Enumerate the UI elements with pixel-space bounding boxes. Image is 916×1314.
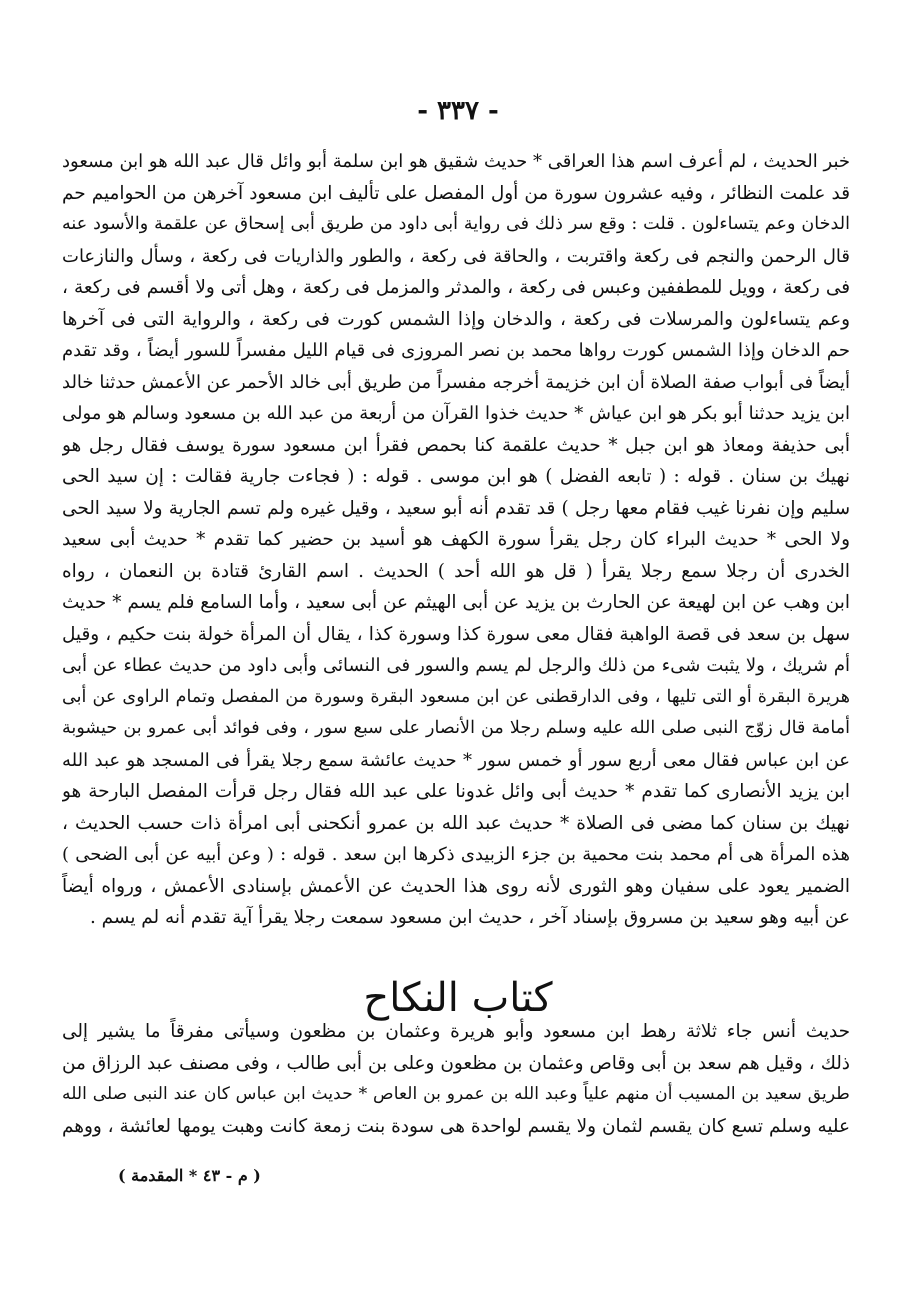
text-line: ابن يزيد الأنصارى كما تقدم * حديث أبى وائل غدونا على عبد الله فقال رجل قرأت المفصل البارحة هو: [62, 781, 850, 802]
text-line: أمامة قال زوّج النبى صلى الله عليه وسلم رجلا من الأنصار على سبع سور ، وفى فوائد أبى عمرو بن حيشوبة: [62, 718, 850, 738]
text-line: سليم وإن نفرنا غيب فقام معها رجل ) قد تقدم أنه أبو سعيد ، وقيل غيره ولم تسم الجارية ولا سيد الحى: [62, 497, 850, 519]
signature-mark: ( م - ٤٣ * المقدمة ): [118, 1166, 261, 1185]
page-number: - ٣٣٧ -: [417, 96, 499, 126]
text-line: الخدرى أن رجلا سمع رجلا يقرأ ( قل هو الله أحد ) الحديث . اسم القارئ قتادة بن النعمان ، رواه: [62, 560, 850, 582]
text-line: قد علمت النظائر ، وفيه عشرون سورة من أول المفصل على تأليف ابن مسعود آخرهن من الحواميم حم: [62, 182, 850, 204]
text-line: عن أبيه وهو سعيد بن مسروق بإسناد آخر ، حديث ابن مسعود سمعت رجلا يقرأ آية تقدم أنه لم يسم .: [89, 907, 850, 928]
text-line: ولا الحى * حديث البراء كان رجل يقرأ سورة الكهف هو أسيد بن حضير كما تقدم * حديث أبى سعيد: [62, 529, 850, 550]
text-line: طريق سعيد بن المسيب أن منهم علياً وعبد الله بن عمرو بن العاص * حديث ابن عباس كان عند النبى صلى الله: [62, 1084, 850, 1104]
text-line: هريرة البقرة أو التى تليها ، وفى الدارقطنى عن ابن مسعود البقرة وسورة من المفصل وتمام الراوى عن أبى: [62, 686, 850, 707]
text-line: حديث أنس جاء ثلاثة رهط ابن مسعود وأبو هريرة وعثمان بن مظعون وسيأتى مفرقاً ما يشير إلى: [62, 1021, 850, 1042]
text-line: فى ركعة ، وويل للمطففين وعبس فى ركعة ، والمدثر والمزمل فى ركعة ، وهل أتى ولا أقسم فى ركعة ،: [62, 277, 850, 298]
text-line: أيضاً فى أبواب صفة الصلاة أن ابن خزيمة أخرجه مفسراً من طريق أبى خالد الأحمر عن الأعمش حدثنا خالد: [62, 371, 850, 393]
chapter-paragraph: [62, 1016, 850, 1142]
text-line: خبر الحديث ، لم أعرف اسم هذا العراقى * حديث شقيق هو ابن سلمة أبو وائل قال عبد الله هو ابن مسعود: [62, 151, 850, 172]
text-line: ابن يزيد حدثنا أبو بكر هو ابن عياش * حديث خذوا القرآن من أربعة من عبد الله بن مسعود وسالم هو مولى: [62, 403, 850, 424]
text-line: قال الرحمن والنجم فى ركعة واقتربت ، والحاقة فى ركعة ، والطور والذاريات فى ركعة ، وسأل والنازعات: [62, 245, 850, 267]
text-line: نهيك بن سنان . قوله : ( تابعه الفضل ) هو ابن موسى . قوله : ( فجاءت جارية فقالت : إن سيد الحى: [62, 466, 850, 487]
text-line: ذلك ، وقيل هم سعد بن أبى وقاص وعثمان بن مظعون وعلى بن أبى طالب ، وفى مصنف عبد الرزاق من: [62, 1052, 850, 1074]
chapter-title: كتاب النكاح: [363, 975, 553, 1021]
text-line: أم شريك ، ولا يثبت شىء من ذلك والرجل لم يسم والسور فى النسائى وأبى داود من حديث عطاء عن أبى: [62, 655, 850, 676]
commentary-paragraph: [62, 146, 850, 934]
text-line: الدخان وعم يتساءلون . قلت : وقع سر ذلك فى رواية أبى داود من طريق أبى إسحاق عن علقمة والأسود عنه: [62, 214, 850, 234]
text-line: أبى حذيفة ومعاذ هو ابن جبل * حديث علقمة كنا بحمص فقرأ ابن مسعود سورة يوسف فقال رجل هو: [62, 434, 850, 456]
text-line: وعم يتساءلون والمرسلات فى ركعة ، والدخان وإذا الشمس كورت فى ركعة ، والرواية التى فى آخرها: [62, 308, 850, 330]
text-line: ابن وهب عن ابن لهيعة عن الحارث بن يزيد عن أبى الهيثم عن أبى سعيد ، وأما السامع فلم يسم * حديث: [62, 592, 850, 613]
text-line: عليه وسلم تسع كان يقسم لثمان ولا يقسم لواحدة هى سودة بنت زمعة كانت وهبت يومها لعائشة ، ووهم: [62, 1115, 850, 1137]
text-line: حم الدخان وإذا الشمس كورت رواها محمد بن نصر المروزى فى قيام الليل مفسراً للسور أيضاً ، وقد تقدم: [62, 340, 850, 361]
text-line: الضمير يعود على سفيان وهو الثورى لأنه روى هذا الحديث عن الأعمش بإسنادى الأعمش ، ورواه أيضاً: [62, 875, 850, 897]
text-line: نهيك بن سنان كما مضى فى الصلاة * حديث عبد الله بن عمرو أنكحنى أبى امرأة ذات حسب الحديث ،: [62, 812, 850, 834]
text-line: سهل بن سعد فى قصة الواهبة فقال معى سورة كذا وسورة كذا ، يقال أن المرأة خولة بنت حكيم ، وقيل: [62, 623, 850, 645]
text-line: عن ابن عباس فقال معى أربع سور أو خمس سور * حديث عائشة سمع رجلا يقرأ فى المسجد هو عبد الله: [62, 749, 850, 771]
text-line: هذه المرأة هى أم محمد بنت محمية بن جزء الزبيدى ذكرها ابن سعد . قوله : ( وعن أبيه عن أبى الضحى ): [62, 844, 850, 865]
